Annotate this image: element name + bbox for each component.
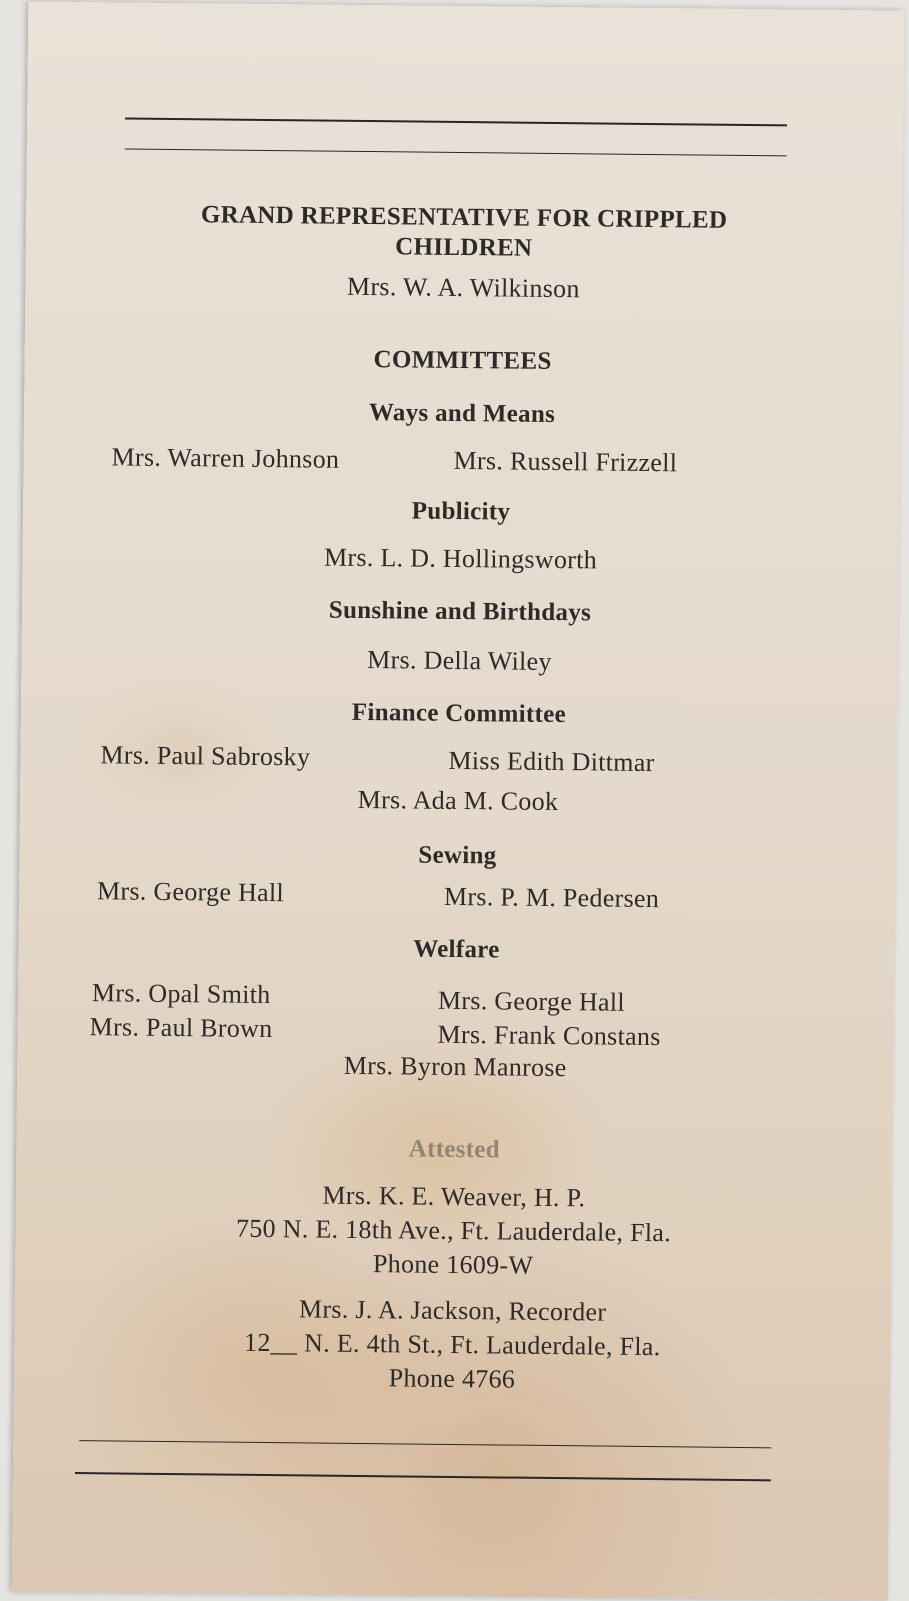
heading-name: Mrs. W. A. Wilkinson [346,271,580,304]
finance-member-2: Miss Edith Dittmar [448,745,655,778]
high-priest-address: 750 N. E. 18th Ave., Ft. Lauderdale, Fla. [235,1213,672,1248]
welfare-member-2: Mrs. George Hall [437,985,626,1017]
recorder-name: Mrs. J. A. Jackson, Recorder [298,1294,607,1327]
welfare-member-4: Mrs. Frank Constans [437,1019,661,1052]
finance-label: Finance Committee [351,698,567,729]
finance-member-3: Mrs. Ada M. Cook [357,784,559,817]
bottom-rule-thick [75,1472,771,1481]
top-rule-thick [125,117,787,126]
committees-title: COMMITTEES [373,346,552,375]
welfare-member-3: Mrs. Paul Brown [89,1012,273,1044]
publicity-label: Publicity [411,497,511,526]
heading-line-2: CHILDREN [395,233,533,262]
document-page [12,1,905,1600]
recorder-phone: Phone 4766 [388,1363,516,1394]
high-priest-phone: Phone 1609-W [372,1249,534,1280]
welfare-member-1: Mrs. Opal Smith [91,978,271,1010]
publicity-member: Mrs. L. D. Hollingsworth [323,542,598,575]
ways-and-means-label: Ways and Means [368,399,556,428]
sunshine-member: Mrs. Della Wiley [367,645,552,676]
high-priest-name: Mrs. K. E. Weaver, H. P. [322,1180,586,1213]
recorder-address: 12__ N. E. 4th St., Ft. Lauderdale, Fla. [243,1327,661,1362]
finance-member-1: Mrs. Paul Sabrosky [100,740,311,772]
top-rule-thin [125,148,787,156]
heading-line-1: GRAND REPRESENTATIVE FOR CRIPPLED [200,201,728,234]
welfare-label: Welfare [413,935,500,964]
sewing-member-1: Mrs. George Hall [96,876,285,908]
sewing-member-2: Mrs. P. M. Pedersen [443,881,660,914]
attested-label: Attested [408,1135,501,1164]
bottom-rule-thin [79,1440,771,1448]
welfare-member-5: Mrs. Byron Manrose [343,1050,567,1083]
ways-and-means-member-1: Mrs. Warren Johnson [111,442,340,474]
sewing-label: Sewing [418,841,497,870]
sunshine-label: Sunshine and Birthdays [328,596,592,627]
ways-and-means-member-2: Mrs. Russell Frizzell [453,445,678,478]
